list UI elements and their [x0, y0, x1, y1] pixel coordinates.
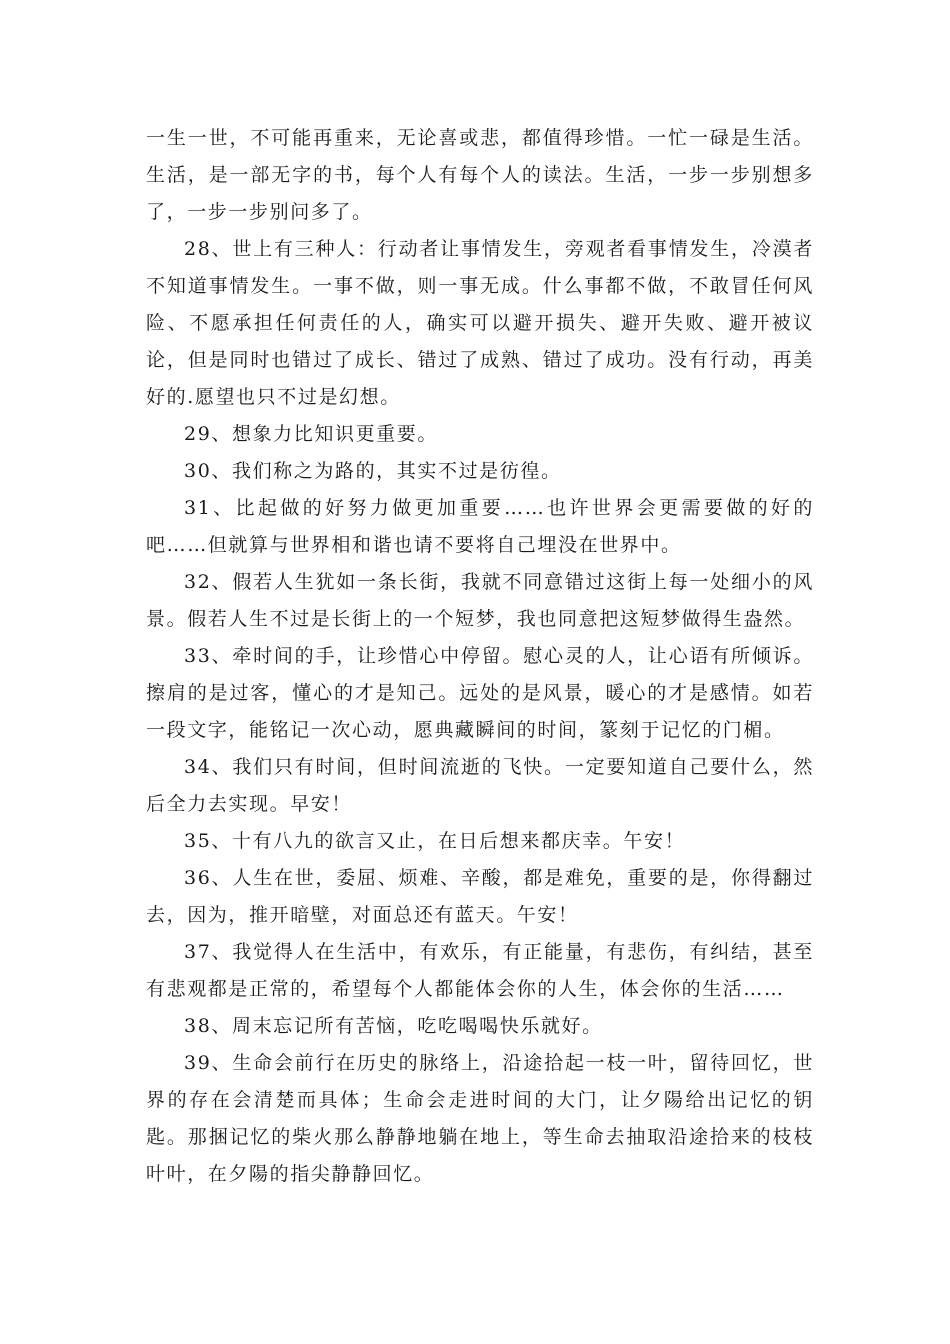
paragraph: 28、世上有三种人：行动者让事情发生，旁观者看事情发生，冷漠者不知道事情发生。一事不做，则一事无成。什么事都不做，不敢冒任何风险、不愿承担任何责任的人，确实可以避开损失、避开失败、避开被议论，但是同时也错过了成长、错过了成熟、错过了成功。没有行动，再美好的.愿望也只不过是幻想。: [146, 238, 814, 408]
paragraph: 30、我们称之为路的，其实不过是彷徨。: [184, 460, 562, 482]
paragraph: 38、周末忘记所有苦恼，吃吃喝喝快乐就好。: [184, 1015, 603, 1037]
paragraph: 32、假若人生犹如一条长街，我就不同意错过这街上每一处细小的风景。假若人生不过是长街上的一个短梦，我也同意把这短梦做得生盎然。: [146, 571, 814, 630]
paragraph: 33、牵时间的手，让珍惜心中停留。慰心灵的人，让心语有所倾诉。擦肩的是过客，懂心的才是知己。远处的是风景，暖心的才是感情。如若一段文字，能铭记一次心动，愿典藏瞬间的时间，篆刻于记忆的门楣。: [146, 645, 814, 741]
paragraph: 一生一世，不可能再重来，无论喜或悲，都值得珍惜。一忙一碌是生活。生活，是一部无字的书，每个人有每个人的读法。生活，一步一步别想多了，一步一步别问多了。: [146, 127, 814, 223]
paragraph: 34、我们只有时间，但时间流逝的飞快。一定要知道自己要什么，然后全力去实现。早安！: [146, 756, 814, 815]
paragraph: 39、生命会前行在历史的脉络上，沿途拾起一枝一叶，留待回忆，世界的存在会清楚而具体；生命会走进时间的大门，让夕陽给出记忆的钥匙。那捆记忆的柴火那么静静地躺在地上，等生命去抽取沿途拾来的枝枝叶叶，在夕陽的指尖静静回忆。: [146, 1052, 814, 1185]
paragraph: 31、比起做的好努力做更加重要……也许世界会更需要做的好的吧……但就算与世界相和谐也请不要将自己埋没在世界中。: [146, 497, 814, 556]
paragraph: 36、人生在世，委屈、烦难、辛酸，都是难免，重要的是，你得翻过去，因为，推开暗壁，对面总还有蓝天。午安！: [146, 867, 814, 926]
paragraph: 29、想象力比知识更重要。: [184, 423, 438, 445]
paragraph: 37、我觉得人在生活中，有欢乐，有正能量，有悲伤，有纠结，甚至有悲观都是正常的，希望每个人都能体会你的人生，体会你的生活……: [146, 941, 814, 1000]
paragraph: 35、十有八九的欲言又止，在日后想来都庆幸。午安！: [184, 830, 686, 852]
document-body: [146, 120, 814, 1193]
